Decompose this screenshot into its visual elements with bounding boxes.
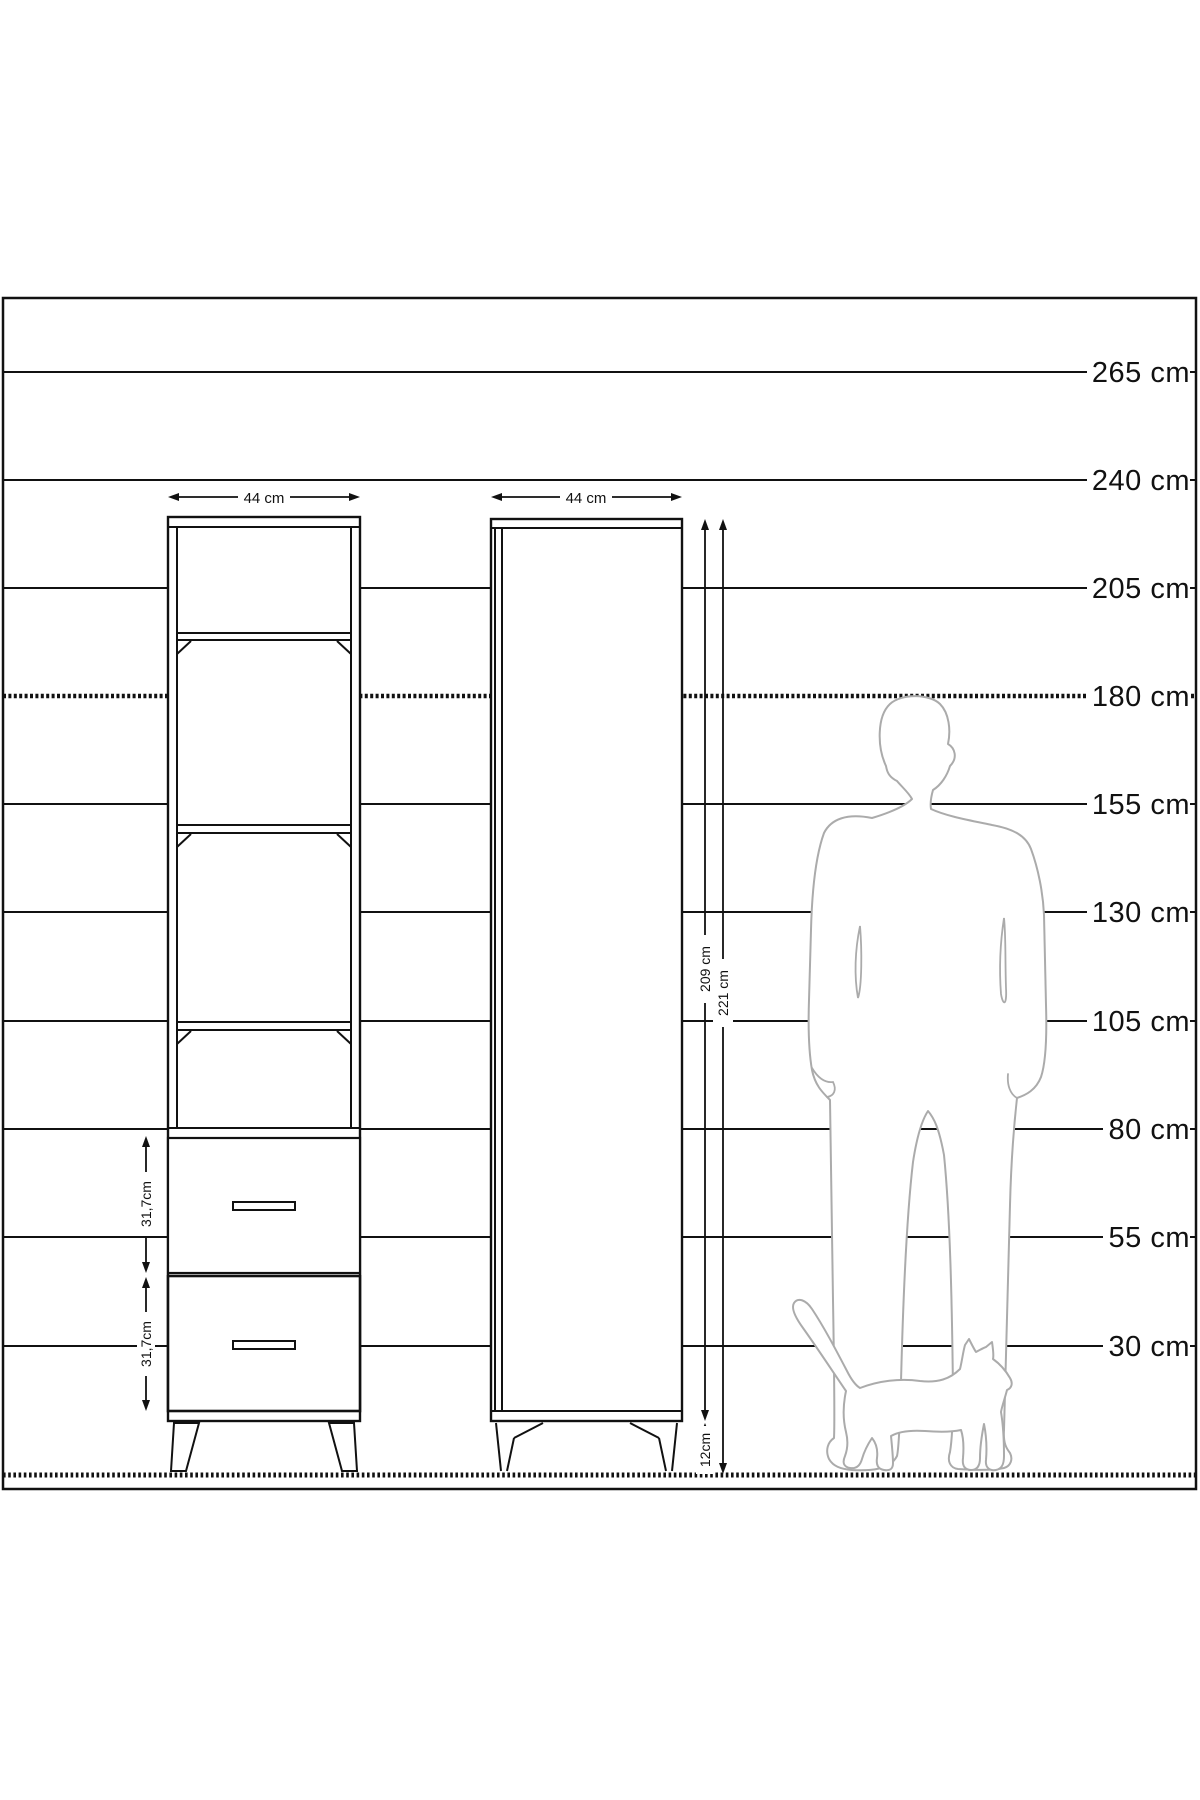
scale-label: 30 cm bbox=[1108, 1331, 1190, 1363]
drawer-1-height-label: 31,7cm bbox=[138, 1181, 154, 1227]
cabinet-closed-view bbox=[491, 519, 682, 1471]
total-height-label: 221 cm bbox=[715, 970, 731, 1016]
width-label-middle: 44 cm bbox=[565, 490, 607, 507]
width-label-left: 44 cm bbox=[243, 490, 285, 507]
scale-label: 80 cm bbox=[1108, 1114, 1190, 1146]
leg-height-label: 12cm bbox=[697, 1432, 713, 1468]
scale-label: 205 cm bbox=[1091, 573, 1190, 605]
scale-label: 105 cm bbox=[1091, 1006, 1190, 1038]
drawer-2-height-label: 31,7cm bbox=[138, 1321, 154, 1367]
bookcase-front-view bbox=[168, 517, 360, 1471]
scale-label: 180 cm bbox=[1091, 681, 1190, 713]
scale-label: 130 cm bbox=[1091, 897, 1190, 929]
scale-label: 55 cm bbox=[1108, 1222, 1190, 1254]
scale-label: 240 cm bbox=[1091, 465, 1190, 497]
dimension-leg-height bbox=[696, 1423, 714, 1474]
drawer-1-handle bbox=[233, 1202, 295, 1210]
scale-label: 265 cm bbox=[1091, 357, 1190, 389]
body-height-label: 209 cm bbox=[697, 946, 713, 992]
scale-label: 155 cm bbox=[1091, 789, 1190, 821]
drawer-2-handle bbox=[233, 1341, 295, 1349]
